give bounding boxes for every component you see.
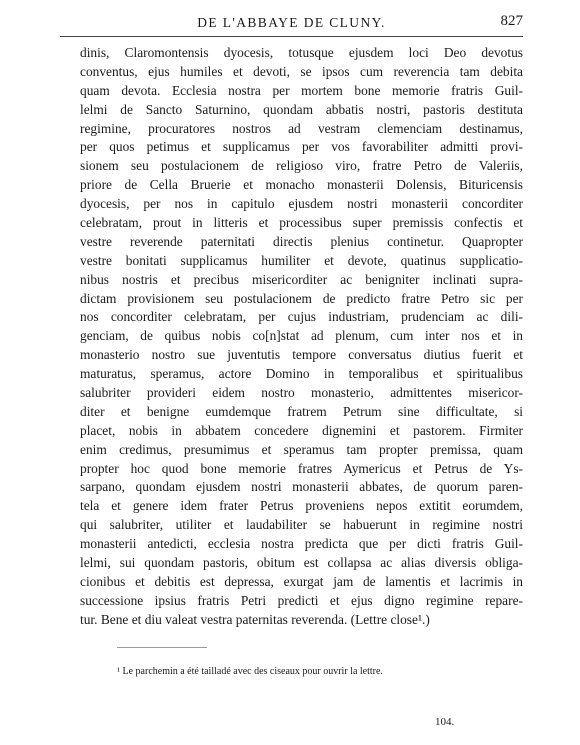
text-line: vestre bonitati supplicamus humiliter et devote, quatinus supplicatio- — [80, 252, 523, 268]
text-line: dyocesis, per nos in capitulo ejusdem nostri monasterii concorditer — [80, 196, 523, 212]
text-line: celebratam, prout in litteris et processibus super premissis confectis et — [80, 215, 523, 231]
text-line: maturatus, speramus, actore Domino in temporalibus et spiritualibus — [80, 366, 523, 382]
page-header — [60, 6, 523, 37]
footnote-rule — [117, 647, 207, 648]
text-line: genciam, de quibus nobis co[n]stat ad plenum, cum inter nos et in — [80, 328, 523, 344]
text-line: lelmi de Sancto Saturnino, quondam abbatis nostri, pastoris destituta — [80, 101, 523, 117]
signature-mark: 104. — [435, 716, 455, 728]
page-number: 827 — [500, 13, 523, 29]
text-line: priore de Cella Bruerie et monacho monasterii Dolensis, Bituricensis — [80, 177, 523, 193]
text-line: dinis, Claromontensis dyocesis, totusque ejusdem loci Deo devotus — [80, 45, 523, 60]
text-line: tela et genere idem frater Petrus proveniens nepos extitit eorumdem, — [80, 498, 523, 514]
text-line: salubriter provideri eidem nostro monasterio, admittentes misericor- — [80, 385, 523, 401]
text-line: sionem seu postulacionem de religioso viro, fratre Petro de Valeriis, — [80, 158, 523, 174]
text-line: diter et benigne eumdemque fratrem Petrum sine difficultate, si — [80, 403, 523, 419]
text-line: nos concorditer celebratam, per cujus industriam, prudenciam ac dili- — [80, 309, 523, 325]
body-text — [80, 44, 523, 630]
text-line: qui salubriter, utiliter et laudabiliter se habuerunt in regimine nostri — [80, 517, 523, 533]
text-line: enim credimus, presumimus et speramus tam propter premissa, quam — [80, 441, 523, 457]
text-line: quam devota. Ecclesia nostra per mortem bone memorie fratris Guil- — [80, 82, 523, 98]
text-line: monasterio nostro sue juventutis tempore conversatus diutius fuerit et — [80, 347, 523, 363]
text-line: dictam provisionem seu postulacionem de predicto fratre Petro sic per — [80, 290, 523, 306]
running-head: DE L'ABBAYE DE CLUNY. — [197, 15, 386, 30]
text-line: placet, nobis in abbatem concedere dignemini et pastorem. Firmiter — [80, 422, 523, 438]
text-line: cionibus et debitis est depressa, exurgat jam de lamentis et lacrimis in — [80, 573, 523, 589]
text-line: monasterii antedicti, ecclesia nostra predicta que per dicti fratris Guil- — [80, 536, 523, 552]
text-line: sarpano, quondam ejusdem nostri monasterii abbates, de quorum paren- — [80, 479, 523, 495]
footnote: ¹ Le parchemin a été tailladé avec des ciseaux pour ouvrir la lettre. — [117, 666, 383, 677]
text-line: regimine, procuratores nostros ad vestram clemenciam destinamus, — [80, 120, 523, 136]
text-line: propter hoc quod bone memorie fratres Aymericus et Petrus de Ys- — [80, 460, 523, 476]
text-line: vestre reverende paternitati directis plenius continetur. Quapropter — [80, 233, 523, 249]
text-line-last: tur. Bene et diu valeat vestra paternitas reverenda. (Lettre close¹.) — [80, 611, 430, 627]
text-line: conventus, ejus humiles et devoti, se ipsos cum reverencia tam debita — [80, 63, 523, 79]
text-line: successione ipsius fratris Petri predicti et ejus digno regimine repare- — [80, 592, 523, 608]
text-line: per quos petimus et supplicamus per vos favorabiliter admitti provi- — [80, 139, 523, 155]
text-line: lelmi, sui quondam pastoris, obitum est collapsa ac alias diversis obliga- — [80, 555, 523, 571]
text-line: nibus nostris et precibus misericorditer ac benigniter inclinati supra- — [80, 271, 523, 287]
